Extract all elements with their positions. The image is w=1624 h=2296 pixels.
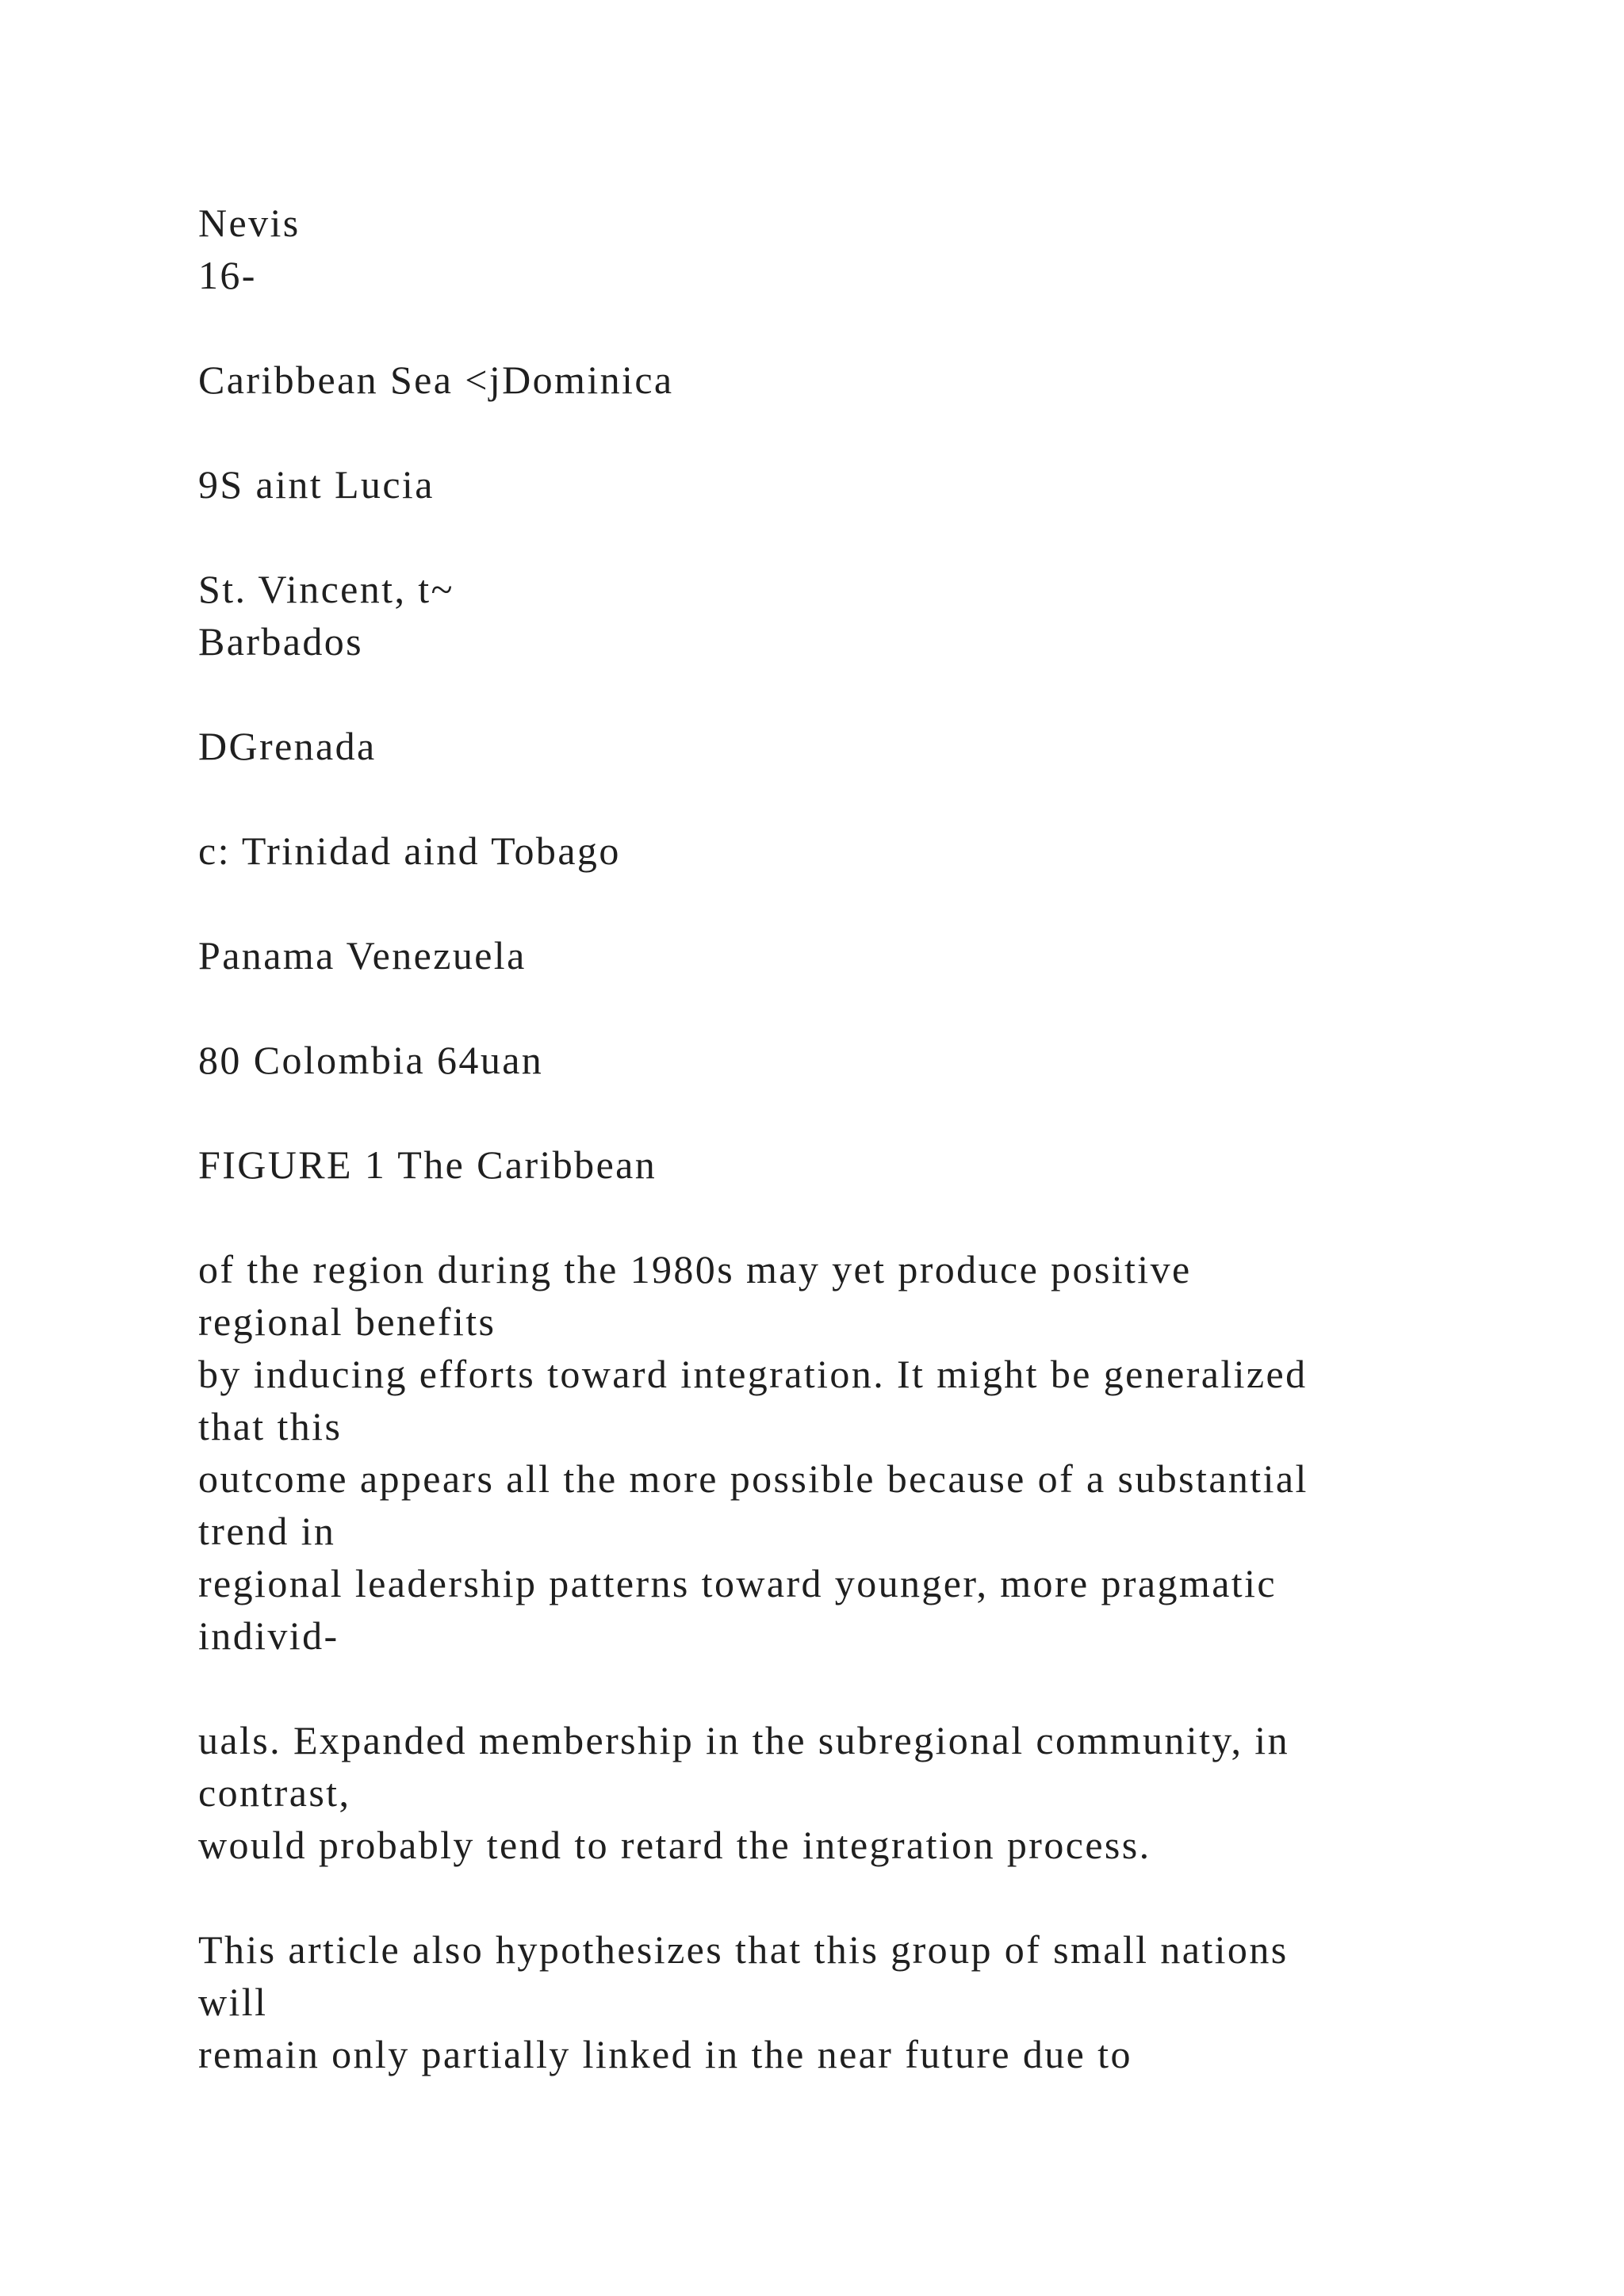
map-label-colombia: 80 Colombia 64uan (198, 1038, 544, 1082)
map-label-trinidad-tobago: c: Trinidad aind Tobago (198, 828, 621, 873)
map-label-panama-venezuela: Panama Venezuela (198, 933, 527, 978)
blank-line (198, 301, 1467, 354)
body-text-line: This article also hypothesizes that this group of small nations (198, 1927, 1289, 1972)
body-text-line: would probably tend to retard the integration process. (198, 1823, 1151, 1867)
blank-line (198, 877, 1467, 929)
body-text-line: individ- (198, 1613, 339, 1658)
blank-line (198, 772, 1467, 825)
body-text-line: trend in (198, 1509, 336, 1553)
map-label-barbados: Barbados (198, 619, 364, 664)
map-label-grenada: DGrenada (198, 724, 377, 768)
body-text-line: regional leadership patterns toward younger, more pragmatic (198, 1561, 1277, 1605)
blank-line (198, 1086, 1467, 1138)
body-text-line: contrast, (198, 1770, 351, 1815)
map-label-saint-lucia: 9S aint Lucia (198, 462, 435, 507)
blank-line (198, 1662, 1467, 1714)
figure-caption: FIGURE 1 The Caribbean (198, 1142, 657, 1187)
blank-line (198, 668, 1467, 720)
body-text-line: remain only partially linked in the near future due to (198, 2032, 1132, 2076)
body-text-line: that this (198, 1404, 343, 1448)
blank-line (198, 982, 1467, 1034)
map-label-nevis: Nevis (198, 201, 301, 245)
body-text-line: of the region during the 1980s may yet produce positive (198, 1247, 1192, 1292)
body-text-line: regional benefits (198, 1299, 496, 1344)
map-label-16: 16- (198, 253, 257, 297)
map-label-st-vincent: St. Vincent, t~ (198, 567, 455, 611)
blank-line (198, 511, 1467, 563)
blank-line (198, 1871, 1467, 1923)
body-text-line: uals. Expanded membership in the subregional community, in (198, 1718, 1289, 1762)
body-text-line: will (198, 1980, 268, 2024)
blank-line (198, 1191, 1467, 1243)
blank-line (198, 406, 1467, 458)
body-text-line: by inducing efforts toward integration. It might be generalized (198, 1352, 1308, 1396)
body-text-line: outcome appears all the more possible because of a substantial (198, 1456, 1308, 1501)
map-label-caribbean-sea-dominica: Caribbean Sea <jDominica (198, 358, 674, 402)
document-text (198, 197, 1467, 2080)
